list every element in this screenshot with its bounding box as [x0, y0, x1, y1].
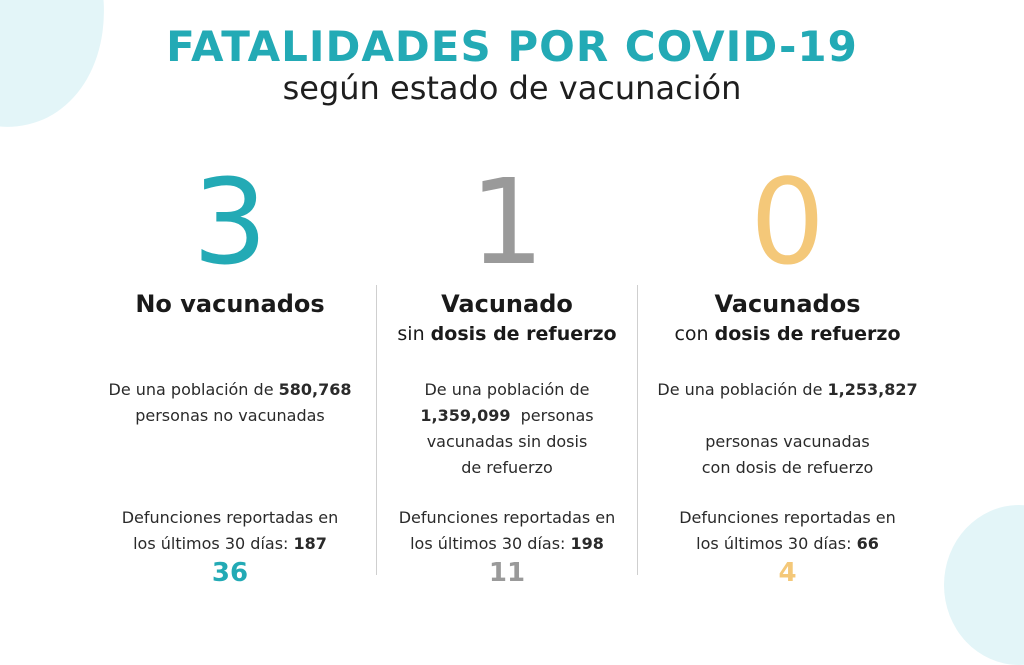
- deaths-value: 187: [293, 534, 327, 553]
- population-value: 580,768: [278, 380, 352, 399]
- column-vaccinated-no-booster: [378, 0, 636, 588]
- decorative-blob-bottom-right: [944, 505, 1024, 665]
- deaths-period-label: los últimos 30 días:: [410, 534, 571, 553]
- heading-unvaccinated: No vacunados: [135, 290, 325, 318]
- column-divider-1: [376, 285, 377, 575]
- subheading-prefix: sin: [397, 323, 431, 345]
- deaths-label: Defunciones reportadas en: [398, 508, 616, 527]
- population-value: 1,253,827: [827, 380, 918, 399]
- population-description-1: personas vacunadas: [705, 432, 870, 451]
- column-divider-2: [637, 285, 638, 575]
- population-label: De una población de: [108, 380, 279, 399]
- page-title: FATALIDADES POR COVID-19: [166, 22, 858, 71]
- population-description-1: vacunadas sin dosis: [426, 432, 588, 451]
- population-vaccinated-booster: [645, 377, 930, 481]
- cropped-rate-vaccinated-no-booster: 11: [488, 558, 526, 588]
- death-count-vaccinated-booster: 0: [749, 153, 826, 291]
- deaths-unvaccinated: [95, 505, 365, 557]
- death-count-unvaccinated: 3: [192, 153, 268, 291]
- deaths-label: Defunciones reportadas en: [679, 508, 896, 527]
- population-value: 1,359,099: [420, 406, 511, 425]
- subheading-vaccinated-no-booster: [378, 325, 636, 344]
- deaths-period-label: los últimos 30 días:: [133, 534, 294, 553]
- page-subtitle: según estado de vacunación: [282, 69, 742, 107]
- cropped-rate-unvaccinated: 36: [211, 558, 249, 588]
- deaths-period-label: los últimos 30 días:: [696, 534, 857, 553]
- subheading-bold: dosis de refuerzo: [714, 323, 901, 345]
- heading-vaccinated-no-booster: Vacunado: [441, 290, 573, 318]
- deaths-value: 66: [856, 534, 879, 553]
- subheading-bold: dosis de refuerzo: [430, 323, 617, 345]
- population-unvaccinated: [95, 377, 365, 429]
- population-label: De una población de: [424, 380, 590, 399]
- deaths-value: 198: [570, 534, 604, 553]
- subheading-vaccinated-booster: [645, 325, 930, 344]
- column-unvaccinated: [95, 0, 365, 588]
- population-unit: personas: [510, 406, 594, 425]
- death-count-vaccinated-no-booster: 1: [469, 153, 545, 291]
- population-description-2: con dosis de refuerzo: [701, 458, 874, 477]
- heading-vaccinated-booster: Vacunados: [714, 290, 861, 318]
- population-description-2: de refuerzo: [461, 458, 553, 477]
- population-vaccinated-no-booster: [378, 377, 636, 481]
- column-vaccinated-booster: [645, 0, 930, 588]
- cropped-rate-vaccinated-booster: 4: [778, 558, 797, 588]
- population-description: personas no vacunadas: [135, 406, 325, 425]
- deaths-label: Defunciones reportadas en: [121, 508, 339, 527]
- population-label: De una población de: [657, 380, 828, 399]
- subheading-prefix: con: [674, 323, 715, 345]
- deaths-vaccinated-booster: [645, 505, 930, 557]
- deaths-vaccinated-no-booster: [378, 505, 636, 557]
